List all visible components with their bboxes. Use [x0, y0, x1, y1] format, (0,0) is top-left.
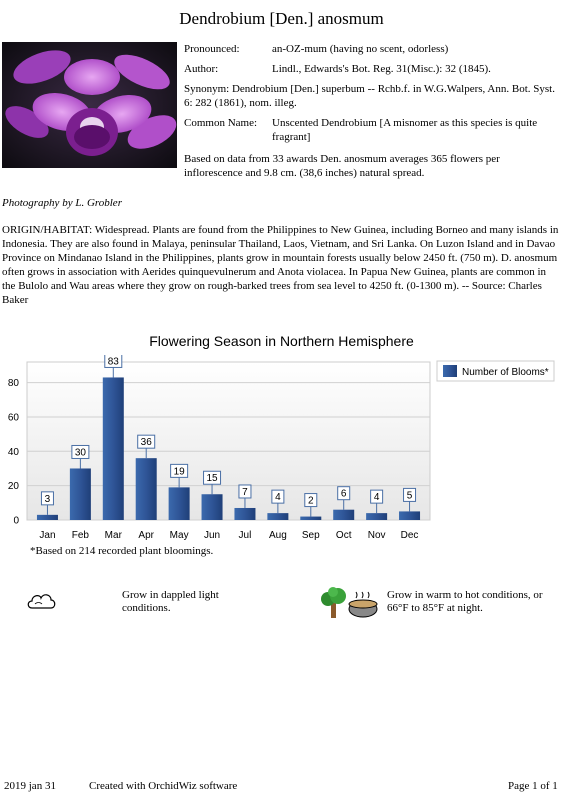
bar-feb — [70, 468, 91, 520]
y-tick-label: 60 — [7, 412, 19, 424]
info-table — [184, 42, 556, 186]
data-label-nov: 4 — [373, 492, 380, 504]
bar-jun — [202, 494, 223, 520]
data-label-oct: 6 — [340, 488, 347, 500]
y-tick-label: 20 — [7, 481, 19, 493]
data-label-may: 19 — [173, 466, 185, 478]
x-tick-label: Jan — [39, 530, 56, 541]
x-tick-label: Feb — [71, 530, 89, 541]
x-tick-label: Apr — [138, 530, 154, 541]
data-label-apr: 36 — [140, 437, 152, 449]
bar-mar — [103, 377, 124, 520]
y-tick-label: 40 — [7, 446, 19, 458]
awards-text: Based on data from 33 awards Den. anosmum averages 365 flowers per inflorescence and 9.8 cm. (38,6 inches) natural spread. — [184, 153, 500, 179]
pronounced-label: Pronounced: — [184, 43, 240, 55]
common-name-value: Unscented Dendrobium [A misnomer as this species is quite fragrant] — [272, 117, 538, 143]
bar-aug — [267, 513, 288, 520]
pronounced-row — [184, 42, 556, 56]
flowering-chart — [0, 355, 563, 545]
x-tick-label: Mar — [104, 530, 122, 541]
cloud-icon — [26, 590, 56, 612]
photo-credit: Photography by L. Grobler — [2, 197, 122, 209]
footer-page-number: Page 1 of 1 — [508, 780, 558, 792]
tree-pot-icon — [320, 587, 380, 619]
author-value: Lindl., Edwards's Bot. Reg. 31(Misc.): 32 (1845). — [272, 63, 491, 75]
data-label-jan: 3 — [44, 493, 51, 505]
x-tick-label: Jul — [238, 530, 252, 541]
bar-nov — [366, 513, 387, 520]
chart-footnote: *Based on 214 recorded plant bloomings. — [30, 545, 214, 557]
x-tick-label: Jun — [203, 530, 221, 541]
temperature-condition-text: Grow in warm to hot conditions, or 66°F to 85°F at night. — [387, 589, 543, 614]
data-label-jun: 15 — [206, 473, 218, 485]
bar-jul — [234, 508, 255, 520]
light-condition-text: Grow in dappled light conditions. — [122, 589, 219, 614]
x-tick-label: May — [169, 530, 189, 541]
legend-swatch — [443, 365, 457, 377]
data-label-jul: 7 — [242, 486, 248, 498]
common-name-row — [184, 116, 556, 144]
data-label-mar: 83 — [107, 356, 119, 368]
y-tick-label: 0 — [13, 515, 19, 527]
x-tick-label: Oct — [335, 530, 352, 541]
chart-title: Flowering Season in Northern Hemisphere — [149, 333, 414, 349]
bar-oct — [333, 510, 354, 520]
x-tick-label: Sep — [301, 530, 320, 541]
bar-jan — [37, 515, 58, 520]
orchid-photo — [2, 42, 177, 168]
y-tick-label: 80 — [7, 378, 19, 390]
legend-label: Number of Blooms* — [462, 367, 549, 378]
synonym-text: Synonym: Dendrobium [Den.] superbum -- Rchb.f. in W.G.Walpers, Ann. Bot. Syst. 6: 282 (1861), nom. illeg. — [184, 83, 555, 109]
bar-sep — [300, 517, 321, 520]
x-tick-label: Nov — [367, 530, 386, 541]
author-row — [184, 62, 556, 76]
author-label: Author: — [184, 63, 219, 75]
page-title: Dendrobium [Den.] anosmum — [179, 9, 384, 28]
data-label-dec: 5 — [406, 490, 413, 502]
footer-date: 2019 jan 31 — [4, 780, 56, 792]
origin-habitat-text: ORIGIN/HABITAT: Widespread. Plants are found from the Philippines to New Guinea, including Borneo and many islands in Indonesia. They are also found in Malaya, peninsular Thailand, Laos, Vietnam, and Sri Lanka. On Luzon Island and in Davao Province on Mindanao Island in the Philippines, plants grow in mountain forests usually below 2450 ft. (750 m). D. anosmum often grows in association with Aerides quinquevulnerum and Anota violacea. In Papua New Guinea, plants are common in the Bulolo and Wau areas where they grow on rough-barked trees from sea level to 4250 ft. (0-1300 m). -- Source: Charles Baker — [2, 224, 559, 306]
x-tick-label: Dec — [400, 530, 419, 541]
bar-dec — [399, 511, 420, 520]
data-label-aug: 4 — [275, 492, 281, 504]
footer-created-with: Created with OrchidWiz software — [89, 780, 238, 792]
bar-may — [169, 487, 190, 520]
bar-apr — [136, 458, 157, 520]
data-label-feb: 30 — [74, 447, 86, 459]
pronounced-value: an-OZ-mum (having no scent, odorless) — [272, 43, 449, 55]
data-label-sep: 2 — [308, 495, 314, 507]
common-name-label: Common Name: — [184, 117, 258, 129]
x-tick-label: Aug — [268, 530, 287, 541]
